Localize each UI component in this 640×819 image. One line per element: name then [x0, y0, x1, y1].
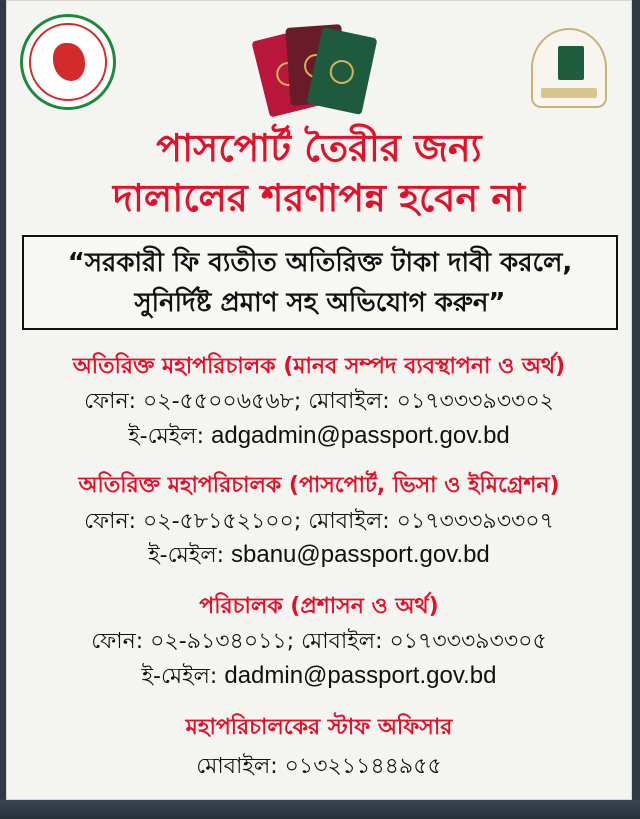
complaint-notice-box — [22, 235, 618, 330]
passport-department-logo-icon — [531, 28, 607, 108]
contact-1-designation: অতিরিক্ত মহাপরিচালক (মানব সম্পদ ব্যবস্থাপনা ও অর্থ) — [72, 354, 566, 379]
board-bottom-edge — [0, 800, 640, 819]
government-seal-icon — [20, 14, 116, 110]
passport-seal — [328, 58, 356, 86]
passport-book-icon — [558, 46, 584, 80]
contact-2-email-row — [6, 540, 632, 571]
contact-2-designation: অতিরিক্ত মহাপরিচালক (পাসপোর্ট, ভিসা ও ইমিগ্রেশন) — [78, 473, 560, 498]
contact-4-designation: মহাপরিচালকের স্টাফ অফিসার — [185, 715, 453, 740]
notice-line-2: সুনির্দিষ্ট প্রমাণ সহ অভিযোগ করুন” — [134, 288, 506, 318]
contact-4-phone: মোবাইল: ০১৩২১১৪৪৯৫৫ — [196, 754, 442, 779]
contact-2-email-label: ই-মেইল: — [148, 543, 225, 568]
passports-icon — [256, 24, 376, 119]
contact-3-email-label: ই-মেইল: — [141, 664, 218, 689]
contact-3-email[interactable]: dadmin@passport.gov.bd — [224, 662, 497, 689]
contact-3-phone: ফোন: ০২-৯১৩৪০১১; মোবাইল: ০১৭৩৩৩৯৩৩০৫ — [91, 629, 547, 654]
contact-1-email-label: ই-মেইল: — [128, 424, 204, 449]
contact-1-email-row — [6, 421, 632, 452]
notice-board — [6, 0, 632, 800]
contact-2-email[interactable]: sbanu@passport.gov.bd — [231, 541, 490, 568]
notice-line-1: “সরকারী ফি ব্যতীত অতিরিক্ত টাকা দাবী করলে, — [67, 248, 573, 278]
contact-2-phone: ফোন: ০২-৫৮১৫২১০০; মোবাইল: ০১৭৩৩৩৯৩৩০৭ — [84, 509, 554, 534]
headline-line-2: দালালের শরণাপন্ন হবেন না — [112, 176, 526, 220]
contact-1-email[interactable]: adgadmin@passport.gov.bd — [211, 422, 510, 449]
contact-1-phone: ফোন: ০২-৫৫০০৬৫৬৮; মোবাইল: ০১৭৩৩৩৯৩৩০২ — [84, 389, 554, 414]
contact-3-email-row — [6, 661, 632, 692]
header-band — [6, 0, 632, 120]
logo-ribbon — [541, 88, 597, 98]
headline-line-1: পাসপোর্ট তৈরীর জন্য — [156, 126, 482, 170]
contact-3-designation: পরিচালক (প্রশাসন ও অর্থ) — [199, 594, 439, 619]
